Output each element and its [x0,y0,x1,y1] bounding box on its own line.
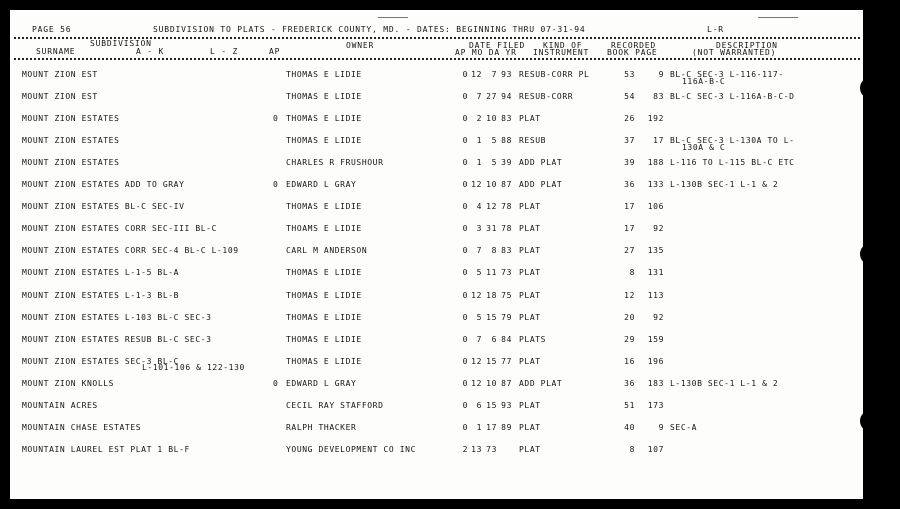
table-row [10,70,863,90]
month-cell: 1 [476,136,482,146]
owner-cell: THOMAS E LIDIE [286,334,362,344]
col-instrument: INSTRUMENT [533,48,590,57]
year-cell: 93 [501,400,512,410]
subdivision-cell: MOUNT ZION ESTATES [22,158,120,168]
instrument-cell: PLAT [519,290,541,300]
month-cell: 1 [476,422,482,432]
owner-cell: RALPH THACKER [286,422,357,432]
month-cell: 1 [476,158,482,168]
col-a-k: A - K [136,47,165,56]
page-cell: 188 [647,158,664,168]
owner-cell: THOMAS E LIDIE [286,70,362,79]
day-cell: 73 [486,444,497,454]
table-row [10,158,863,178]
month-cell: 6 [476,400,482,410]
ap-cell: 0 [462,356,468,366]
page-cell: 173 [647,400,664,410]
ap-cell: 0 [462,224,468,234]
subdivision-cell: MOUNT ZION ESTATES L-1-5 BL-A [22,268,180,278]
month-cell: 3 [476,224,482,234]
book-cell: 8 [629,444,635,454]
description-cell: SEC-A [670,422,698,432]
month-cell: 13 [471,444,482,454]
day-cell: 7 [491,70,497,79]
book-cell: 26 [624,114,635,124]
instrument-cell: RESUB-CORR [519,92,574,102]
table-row [10,445,863,465]
owner-cell: THOMAS E LIDIE [286,202,362,212]
scan-noise [758,17,798,18]
year-cell: 83 [501,114,512,124]
instrument-cell: PLAT [519,356,541,366]
header-rule-bottom [14,58,860,60]
col-date-filed: DATE FILED [469,41,526,50]
day-cell: 18 [486,290,497,300]
description-cell: L-116 TO L-115 BL-C ETC [670,158,795,168]
subdivision-cell: MOUNT ZION ESTATES CORR SEC-4 BL-C L-109 [22,246,239,256]
page-cell: 9 [658,422,664,432]
ap-cell: 0 [462,136,468,146]
owner-cell: CARL M ANDERSON [286,246,368,256]
ap-cell: 0 [462,422,468,432]
subdivision-cell: MOUNT ZION ESTATES BL-C SEC-IV [22,202,185,212]
page-cell: 159 [647,334,664,344]
book-cell: 17 [624,202,635,212]
page-cell: 106 [647,202,664,212]
year-cell: 78 [501,202,512,212]
year-cell: 87 [501,378,512,388]
description-cell: BL-C SEC-3 L-130A TO L- [670,136,795,146]
col-l-z: L - Z [210,47,239,56]
year-cell: 87 [501,180,512,190]
instrument-cell: PLAT [519,202,541,212]
col-description: DESCRIPTION [716,41,778,50]
table-row [10,202,863,222]
owner-cell: THOMAS E LIDIE [286,92,362,102]
ap-cell: 0 [462,92,468,102]
year-cell: 73 [501,268,512,278]
instrument-cell: PLAT [519,268,541,278]
year-cell: 84 [501,334,512,344]
year-cell: 75 [501,290,512,300]
book-cell: 27 [624,246,635,256]
month-cell: 5 [476,312,482,322]
table-row [10,136,863,156]
page-cell: 92 [653,224,664,234]
month-cell: 12 [471,290,482,300]
instrument-cell: PLAT [519,422,541,432]
page-cell: 183 [647,378,664,388]
subdivision-continuation: L-101-106 & 122-130 [142,362,245,372]
instrument-cell: ADD PLAT [519,158,563,168]
page-title: SUBDIVISION TO PLATS - FREDERICK COUNTY, MD. - DATES: BEGINNING THRU 07-31-94 [153,25,586,34]
page-cell: 133 [647,180,664,190]
day-cell: 5 [491,158,497,168]
instrument-cell: PLAT [519,224,541,234]
instrument-cell: PLAT [519,114,541,124]
subdivision-ap-cell: 0 [273,180,279,190]
ap-cell: 0 [462,378,468,388]
ap-cell: 0 [462,312,468,322]
page-cell: 9 [658,70,664,79]
day-cell: 5 [491,136,497,146]
day-cell: 11 [486,268,497,278]
day-cell: 12 [486,202,497,212]
month-cell: 7 [476,92,482,102]
day-cell: 17 [486,422,497,432]
description-cell: BL-C SEC-3 L-116-117- [670,70,784,79]
month-cell: 12 [471,70,482,79]
table-row [10,180,863,200]
year-cell: 89 [501,422,512,432]
subdivision-cell: MOUNT ZION ESTATES L-103 BL-C SEC-3 [22,312,212,322]
ap-cell: 2 [462,444,468,454]
subdivision-cell: MOUNT ZION ESTATES CORR SEC-III BL-C [22,224,217,234]
book-cell: 37 [624,136,635,146]
col-ap: AP [269,47,281,56]
day-cell: 15 [486,312,497,322]
year-cell: 39 [501,158,512,168]
owner-cell: THOMAS E LIDIE [286,114,362,124]
year-cell: 83 [501,246,512,256]
instrument-cell: PLAT [519,444,541,454]
ap-cell: 0 [462,268,468,278]
description-continuation: 130A & C [682,143,726,153]
subdivision-ap-cell: 0 [273,378,279,388]
table-row [10,357,863,377]
month-cell: 4 [476,202,482,212]
table-row [10,423,863,443]
instrument-cell: RESUB [519,136,547,146]
book-cell: 36 [624,378,635,388]
instrument-cell: PLAT [519,312,541,322]
owner-cell: EDWARD L GRAY [286,378,357,388]
subdivision-cell: MOUNT ZION ESTATES [22,114,120,124]
book-cell: 29 [624,334,635,344]
ap-cell: 0 [462,400,468,410]
ap-cell: 0 [462,180,468,190]
day-cell: 10 [486,378,497,388]
owner-cell: THOMAS E LIDIE [286,312,362,322]
ap-cell: 0 [462,158,468,168]
page-cell: 107 [647,444,664,454]
page-number: PAGE 56 [32,25,72,34]
subdivision-cell: MOUNT ZION ESTATES SEC-3 BL-C [22,356,180,366]
owner-cell: EDWARD L GRAY [286,180,357,190]
table-row [10,379,863,399]
table-row [10,291,863,311]
scan-noise [378,17,408,18]
description-cell: L-130B SEC-1 L-1 & 2 [670,378,779,388]
book-cell: 16 [624,356,635,366]
book-cell: 12 [624,290,635,300]
owner-cell: THOMAS E LIDIE [286,268,362,278]
ap-cell: 0 [462,290,468,300]
owner-cell: CHARLES R FRUSHOUR [286,158,384,168]
ap-cell: 0 [462,114,468,124]
col-book-page: BOOK PAGE [607,48,658,57]
owner-cell: CECIL RAY STAFFORD [286,400,384,410]
book-cell: 17 [624,224,635,234]
month-cell: 2 [476,114,482,124]
col-surname: SURNAME [36,47,76,56]
page-cell: 83 [653,92,664,102]
description-continuation: 116A-B-C [682,77,726,86]
table-row [10,114,863,134]
day-cell: 8 [491,246,497,256]
month-cell: 12 [471,378,482,388]
day-cell: 15 [486,400,497,410]
table-row [10,246,863,266]
month-cell: 12 [471,356,482,366]
ap-cell: 0 [462,334,468,344]
subdivision-cell: MOUNTAIN ACRES [22,400,98,410]
page-cell: 192 [647,114,664,124]
year-cell: 93 [501,70,512,79]
day-cell: 10 [486,180,497,190]
page-cell: 17 [653,136,664,146]
owner-cell: THOMAS E LIDIE [286,290,362,300]
table-row [10,401,863,421]
ap-cell: 0 [462,70,468,79]
month-cell: 5 [476,268,482,278]
subdivision-cell: MOUNTAIN LAUREL EST PLAT 1 BL-F [22,444,190,454]
subdivision-cell: MOUNTAIN CHASE ESTATES [22,422,142,432]
subdivision-cell: MOUNT ZION EST [22,70,98,79]
microfiche-page [10,10,863,499]
instrument-cell: PLAT [519,400,541,410]
month-cell: 7 [476,334,482,344]
table-row [10,92,863,112]
subdivision-cell: MOUNT ZION ESTATES ADD TO GRAY [22,180,185,190]
month-cell: 7 [476,246,482,256]
year-cell: 94 [501,92,512,102]
subdivision-ap-cell: 0 [273,114,279,124]
description-cell: L-130B SEC-1 L-1 & 2 [670,180,779,190]
subdivision-cell: MOUNT ZION ESTATES L-1-3 BL-B [22,290,180,300]
instrument-cell: ADD PLAT [519,180,563,190]
book-cell: 54 [624,92,635,102]
book-cell: 8 [629,268,635,278]
book-cell: 40 [624,422,635,432]
page-cell: 135 [647,246,664,256]
owner-cell: THOMAS E LIDIE [286,356,362,366]
month-cell: 12 [471,180,482,190]
book-cell: 53 [624,70,635,79]
instrument-cell: PLATS [519,334,547,344]
col-not-warranted: (NOT WARRANTED) [692,48,777,57]
book-cell: 36 [624,180,635,190]
year-cell: 79 [501,312,512,322]
book-cell: 51 [624,400,635,410]
page-cell: 113 [647,290,664,300]
col-ap-mo-da-yr: AP MO DA YR [455,48,517,57]
table-row [10,335,863,355]
instrument-cell: PLAT [519,246,541,256]
page-cell: 131 [647,268,664,278]
day-cell: 6 [491,334,497,344]
year-cell: 88 [501,136,512,146]
instrument-cell: ADD PLAT [519,378,563,388]
subdivision-cell: MOUNT ZION KNOLLS [22,378,115,388]
owner-cell: THOAMS E LIDIE [286,224,362,234]
table-row [10,313,863,333]
page-cell: 196 [647,356,664,366]
owner-cell: THOMAS E LIDIE [286,136,362,146]
index-range: L-R [707,25,724,34]
day-cell: 15 [486,356,497,366]
subdivision-cell: MOUNT ZION ESTATES RESUB BL-C SEC-3 [22,334,212,344]
owner-cell: YOUNG DEVELOPMENT CO INC [286,444,416,454]
instrument-cell: RESUB-CORR PL [519,70,590,79]
book-cell: 20 [624,312,635,322]
day-cell: 27 [486,92,497,102]
book-cell: 39 [624,158,635,168]
page-cell: 92 [653,312,664,322]
description-cell: BL-C SEC-3 L-116A-B-C-D [670,92,795,102]
table-row [10,268,863,288]
ap-cell: 0 [462,246,468,256]
col-subdivision: SUBDIVISION [90,39,152,48]
subdivision-cell: MOUNT ZION EST [22,92,98,102]
table-row [10,224,863,244]
col-owner: OWNER [346,41,375,50]
col-kind-of: KIND OF [543,41,583,50]
ap-cell: 0 [462,202,468,212]
subdivision-cell: MOUNT ZION ESTATES [22,136,120,146]
col-recorded: RECORDED [611,41,656,50]
year-cell: 78 [501,224,512,234]
day-cell: 10 [486,114,497,124]
day-cell: 31 [486,224,497,234]
year-cell: 77 [501,356,512,366]
